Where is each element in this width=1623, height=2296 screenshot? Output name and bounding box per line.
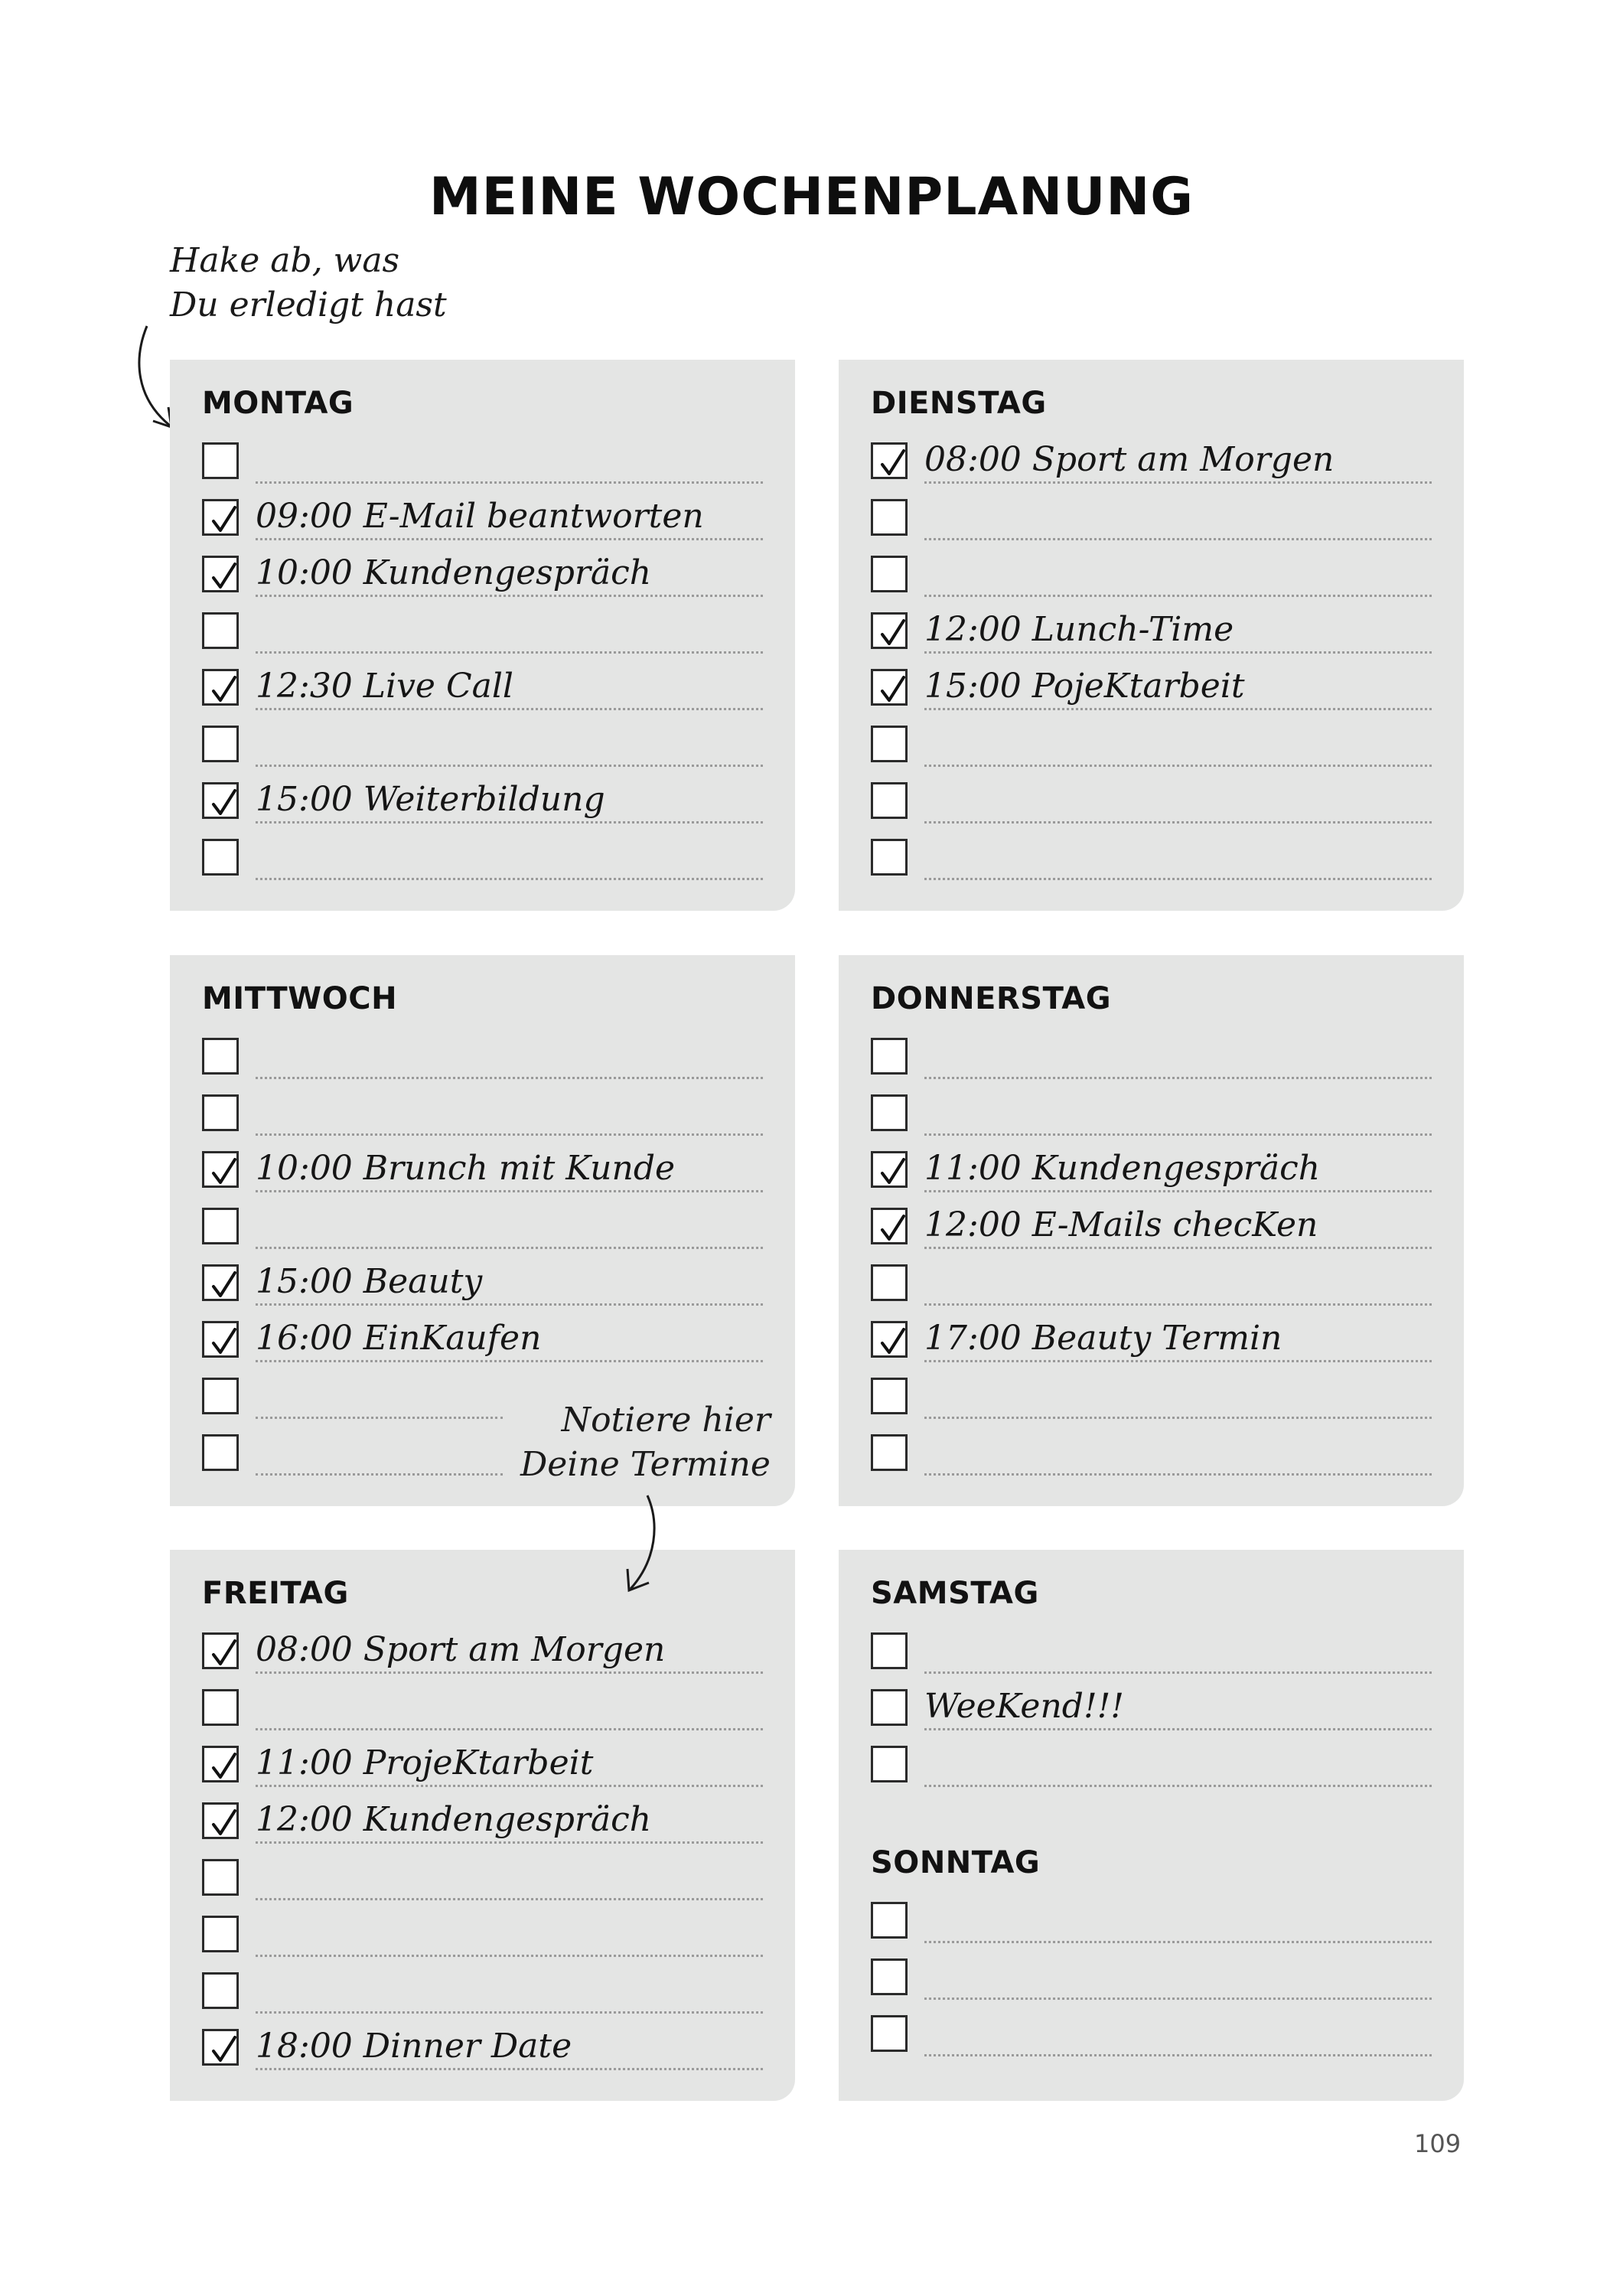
- task-checkbox[interactable]: [871, 1958, 908, 1995]
- dotted-writing-line: [924, 1785, 1432, 1787]
- dotted-writing-line: [256, 481, 763, 484]
- task-row: [202, 839, 763, 885]
- task-entry-text[interactable]: WeeKend!!!: [924, 1687, 1124, 1726]
- checkmark-icon: [207, 503, 241, 536]
- task-checkbox[interactable]: [202, 499, 239, 536]
- checkmark-icon: [207, 1750, 241, 1783]
- dotted-writing-line: [924, 1077, 1432, 1079]
- task-checkbox[interactable]: [871, 556, 908, 592]
- task-checkbox[interactable]: [202, 1094, 239, 1131]
- day-heading-mittwoch: MITTWOCH: [202, 981, 398, 1016]
- task-row: [871, 1205, 1432, 1254]
- day-panel: [170, 360, 795, 911]
- task-row: [871, 442, 1432, 488]
- task-checkbox[interactable]: [202, 1972, 239, 2009]
- note-appointments-line-2: Deine Termine: [520, 1445, 771, 1484]
- task-row: [202, 553, 763, 602]
- dotted-writing-line: [256, 1303, 763, 1306]
- checkmark-icon: [876, 616, 910, 650]
- dotted-writing-line: [256, 1247, 763, 1249]
- task-row: [871, 669, 1432, 715]
- day-heading-freitag: FREITAG: [202, 1576, 349, 1611]
- task-row: [871, 1151, 1432, 1197]
- task-checkbox[interactable]: [202, 2029, 239, 2066]
- task-checkbox[interactable]: [871, 1094, 908, 1131]
- task-checkbox[interactable]: [202, 1321, 239, 1358]
- task-row: [202, 726, 763, 771]
- task-row: [871, 726, 1432, 771]
- dotted-writing-line: [256, 1841, 763, 1844]
- task-checkbox[interactable]: [202, 1916, 239, 1952]
- task-checkbox[interactable]: [871, 1038, 908, 1075]
- task-row: [202, 669, 763, 715]
- task-row: [202, 1802, 763, 1848]
- dotted-writing-line: [256, 708, 763, 710]
- task-row: [871, 839, 1432, 885]
- task-entry-text[interactable]: 12:30 Live Call: [256, 667, 514, 706]
- dotted-writing-line: [924, 765, 1432, 767]
- dotted-writing-line: [256, 1955, 763, 1957]
- task-checkbox[interactable]: [202, 839, 239, 876]
- dotted-writing-line: [256, 765, 763, 767]
- checkmark-icon: [207, 786, 241, 820]
- note-appointments: [520, 1398, 771, 1487]
- task-row: [871, 1264, 1432, 1310]
- dotted-writing-line: [924, 878, 1432, 880]
- task-entry-text[interactable]: 15:00 PojeKtarbeit: [924, 667, 1245, 706]
- task-row: [202, 1094, 763, 1140]
- note-check-line-1: Hake ab, was: [170, 241, 400, 280]
- task-checkbox[interactable]: [202, 1434, 239, 1471]
- curved-arrow-down-icon: [612, 1492, 673, 1600]
- task-entry-text[interactable]: 15:00 Weiterbildung: [256, 780, 605, 819]
- task-checkbox[interactable]: [871, 1208, 908, 1244]
- checkmark-icon: [876, 1325, 910, 1358]
- task-entry-text[interactable]: 08:00 Sport am Morgen: [256, 1630, 666, 1669]
- day-panel: [839, 360, 1464, 911]
- checkmark-icon: [207, 1325, 241, 1358]
- task-row: [871, 1902, 1432, 1948]
- task-checkbox[interactable]: [202, 1038, 239, 1075]
- task-entry-text[interactable]: 09:00 E-Mail beantworten: [256, 497, 704, 536]
- task-entry-text[interactable]: 08:00 Sport am Morgen: [924, 440, 1335, 479]
- checkmark-icon: [876, 1155, 910, 1189]
- task-checkbox[interactable]: [871, 1632, 908, 1669]
- checkmark-icon: [207, 1268, 241, 1302]
- day-panel: [839, 955, 1464, 1506]
- dotted-writing-line: [256, 1417, 503, 1419]
- task-checkbox[interactable]: [202, 1632, 239, 1669]
- dotted-writing-line: [924, 1998, 1432, 2000]
- task-row: [871, 2015, 1432, 2061]
- task-row: [202, 2029, 763, 2075]
- task-entry-text[interactable]: 10:00 Kundengespräch: [256, 553, 652, 592]
- task-row: [871, 612, 1432, 658]
- dotted-writing-line: [256, 878, 763, 880]
- task-checkbox[interactable]: [202, 1151, 239, 1188]
- task-row: [202, 1208, 763, 1254]
- task-checkbox[interactable]: [871, 1434, 908, 1471]
- task-row: [871, 1094, 1432, 1140]
- task-row: [871, 499, 1432, 545]
- dotted-writing-line: [256, 1133, 763, 1136]
- task-checkbox[interactable]: [871, 1746, 908, 1782]
- dotted-writing-line: [924, 821, 1432, 823]
- checkmark-icon: [207, 2033, 241, 2066]
- task-checkbox[interactable]: [202, 1689, 239, 1726]
- task-checkbox[interactable]: [871, 782, 908, 819]
- dotted-writing-line: [924, 1360, 1432, 1362]
- task-checkbox[interactable]: [871, 839, 908, 876]
- task-row: [202, 1321, 763, 1367]
- dotted-writing-line: [924, 1671, 1432, 1674]
- note-appointments-line-1: Notiere hier: [561, 1401, 771, 1440]
- dotted-writing-line: [924, 2054, 1432, 2056]
- task-row: [871, 782, 1432, 828]
- dotted-writing-line: [924, 1728, 1432, 1730]
- task-row: [871, 1321, 1432, 1367]
- dotted-writing-line: [924, 595, 1432, 597]
- checkmark-icon: [207, 559, 241, 593]
- dotted-writing-line: [924, 1941, 1432, 1943]
- task-row: [871, 1378, 1432, 1424]
- task-checkbox[interactable]: [871, 499, 908, 536]
- dotted-writing-line: [256, 1190, 763, 1192]
- task-checkbox[interactable]: [202, 1859, 239, 1896]
- task-checkbox[interactable]: [202, 782, 239, 819]
- task-checkbox[interactable]: [202, 442, 239, 479]
- task-row: [871, 556, 1432, 602]
- task-row: [871, 1746, 1432, 1792]
- task-row: [202, 1689, 763, 1735]
- task-checkbox[interactable]: [202, 1802, 239, 1839]
- task-checkbox[interactable]: [871, 1264, 908, 1301]
- dotted-writing-line: [924, 481, 1432, 484]
- task-row: [202, 1743, 763, 1792]
- task-row: [202, 1264, 763, 1310]
- checkmark-icon: [207, 1636, 241, 1670]
- day-heading-donnerstag: DONNERSTAG: [871, 981, 1112, 1016]
- task-row: [202, 612, 763, 658]
- dotted-writing-line: [924, 538, 1432, 540]
- task-row: [202, 1038, 763, 1084]
- task-checkbox[interactable]: [202, 556, 239, 592]
- dotted-writing-line: [256, 1360, 763, 1362]
- task-entry-text[interactable]: 16:00 EinKaufen: [256, 1319, 542, 1358]
- dotted-writing-line: [256, 821, 763, 823]
- task-row: [202, 442, 763, 488]
- dotted-writing-line: [256, 1728, 763, 1730]
- dotted-writing-line: [256, 1473, 503, 1476]
- task-row: [871, 1958, 1432, 2004]
- task-entry-text[interactable]: 11:00 Kundengespräch: [924, 1149, 1321, 1188]
- checkmark-icon: [207, 1155, 241, 1189]
- task-entry-text[interactable]: 18:00 Dinner Date: [256, 2027, 572, 2066]
- task-checkbox[interactable]: [202, 1378, 239, 1414]
- task-checkbox[interactable]: [871, 1151, 908, 1188]
- dotted-writing-line: [924, 708, 1432, 710]
- task-row: [871, 1038, 1432, 1084]
- task-row: [871, 1632, 1432, 1678]
- task-entry-text[interactable]: 12:00 E-Mails checKen: [924, 1205, 1318, 1244]
- task-row: [202, 1151, 763, 1197]
- dotted-writing-line: [256, 651, 763, 654]
- note-check-line-2: Du erledigt hast: [170, 285, 447, 325]
- task-checkbox[interactable]: [871, 1689, 908, 1726]
- dotted-writing-line: [256, 538, 763, 540]
- dotted-writing-line: [256, 2011, 763, 2014]
- task-checkbox[interactable]: [202, 1264, 239, 1301]
- page-title: MEINE WOCHENPLANUNG: [429, 167, 1194, 227]
- dotted-writing-line: [924, 651, 1432, 654]
- task-row: [202, 1972, 763, 2018]
- dotted-writing-line: [924, 1303, 1432, 1306]
- dotted-writing-line: [924, 1247, 1432, 1249]
- day-panel: [170, 1550, 795, 2101]
- day-heading-montag: MONTAG: [202, 386, 354, 421]
- day-heading-dienstag: DIENSTAG: [871, 386, 1047, 421]
- dotted-writing-line: [924, 1473, 1432, 1476]
- checkmark-icon: [207, 1806, 241, 1840]
- task-checkbox[interactable]: [871, 442, 908, 479]
- task-row: [202, 1916, 763, 1962]
- task-checkbox[interactable]: [202, 1746, 239, 1782]
- dotted-writing-line: [256, 2068, 763, 2070]
- task-row: [202, 1859, 763, 1905]
- dotted-writing-line: [256, 1785, 763, 1787]
- task-checkbox[interactable]: [871, 726, 908, 762]
- task-checkbox[interactable]: [202, 612, 239, 649]
- dotted-writing-line: [924, 1417, 1432, 1419]
- task-checkbox[interactable]: [871, 1321, 908, 1358]
- task-checkbox[interactable]: [871, 2015, 908, 2052]
- checkmark-icon: [876, 673, 910, 706]
- task-entry-text[interactable]: 11:00 ProjeKtarbeit: [256, 1743, 594, 1782]
- dotted-writing-line: [256, 595, 763, 597]
- task-checkbox[interactable]: [871, 669, 908, 706]
- task-row: [871, 1689, 1432, 1735]
- task-row: [202, 1632, 763, 1678]
- dotted-writing-line: [256, 1077, 763, 1079]
- task-checkbox[interactable]: [202, 669, 239, 706]
- task-checkbox[interactable]: [871, 1902, 908, 1939]
- dotted-writing-line: [924, 1190, 1432, 1192]
- day-heading-samstag: SAMSTAG: [871, 1576, 1039, 1611]
- task-checkbox[interactable]: [871, 612, 908, 649]
- checkmark-icon: [876, 446, 910, 480]
- dotted-writing-line: [924, 1133, 1432, 1136]
- task-row: [202, 782, 763, 828]
- task-entry-text[interactable]: 17:00 Beauty Termin: [924, 1319, 1282, 1358]
- task-entry-text[interactable]: 10:00 Brunch mit Kunde: [256, 1149, 676, 1188]
- day-panel: [839, 1550, 1464, 2101]
- task-row: [202, 499, 763, 545]
- checkmark-icon: [876, 1212, 910, 1245]
- day-heading-sonntag: SONNTAG: [871, 1845, 1041, 1880]
- task-checkbox[interactable]: [202, 726, 239, 762]
- page-number: 109: [1414, 2129, 1462, 2158]
- checkmark-icon: [207, 673, 241, 706]
- task-row: [871, 1434, 1432, 1480]
- note-check-off: [170, 239, 447, 328]
- task-entry-text[interactable]: 12:00 Kundengespräch: [256, 1800, 652, 1839]
- task-checkbox[interactable]: [871, 1378, 908, 1414]
- dotted-writing-line: [256, 1671, 763, 1674]
- task-entry-text[interactable]: 12:00 Lunch-Time: [924, 610, 1234, 649]
- dotted-writing-line: [256, 1898, 763, 1900]
- task-checkbox[interactable]: [202, 1208, 239, 1244]
- task-entry-text[interactable]: 15:00 Beauty: [256, 1262, 483, 1301]
